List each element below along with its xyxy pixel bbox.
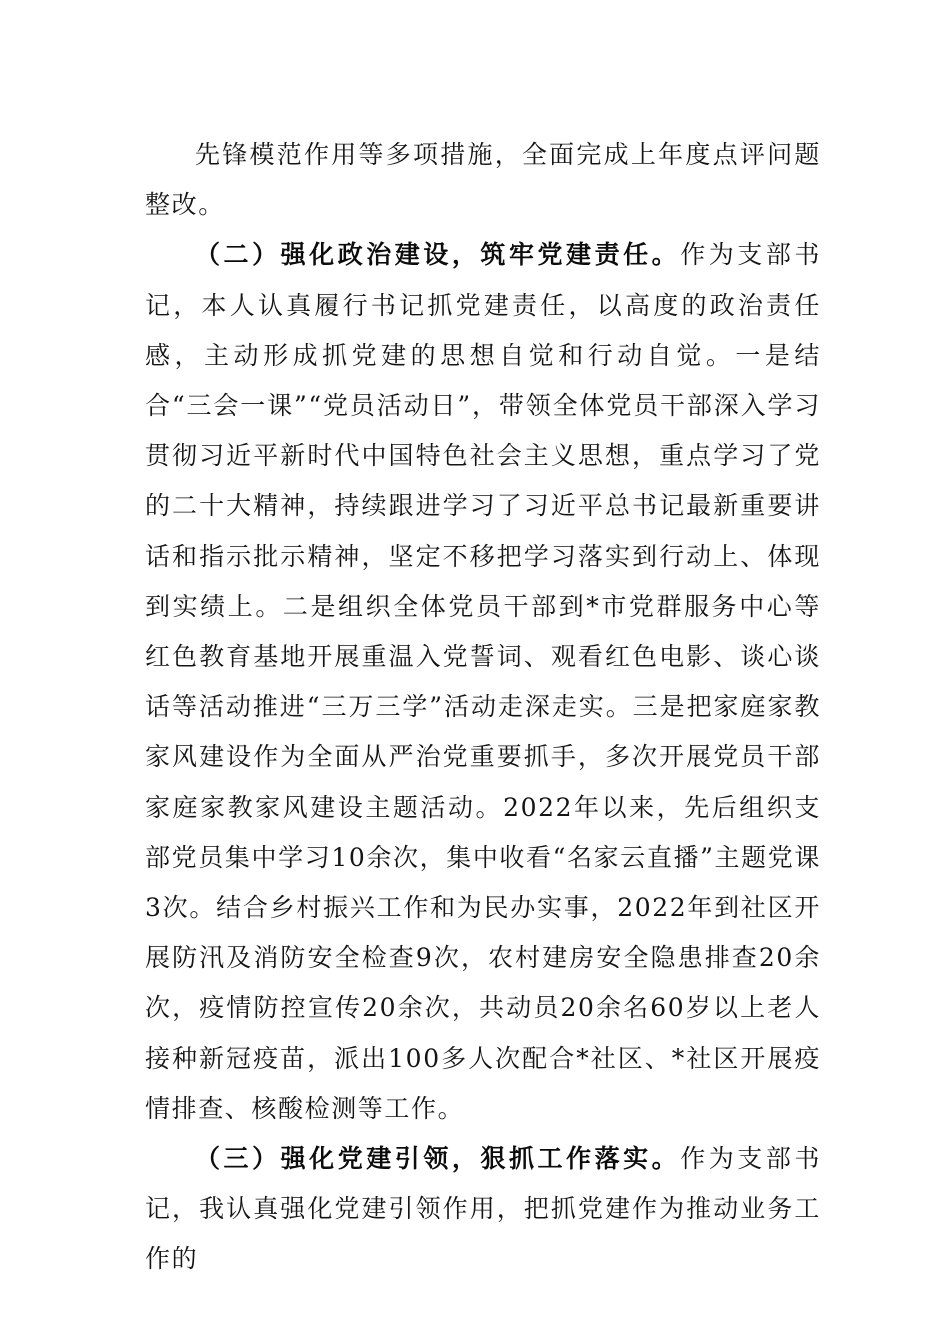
paragraph-continuation <box>145 130 821 230</box>
section-3-text: 作为支部书记，我认真强化党建引领作用，把抓党建作为推动业务工作的 <box>145 1144 821 1274</box>
section-2-heading: （二）强化政治建设，筑牢党建责任。 <box>195 240 681 270</box>
document-body <box>145 130 821 1285</box>
section-3-heading: （三）强化党建引领，狠抓工作落实。 <box>195 1144 681 1174</box>
paragraph-1-text: 先锋模范作用等多项措施，全面完成上年度点评问题整改。 <box>145 140 821 220</box>
paragraph-section-2 <box>145 230 821 1134</box>
section-2-text: 作为支部书记，本人认真履行书记抓党建责任，以高度的政治责任感，主动形成抓党建的思想自觉和行动自觉。一是结合“三会一课”“党员活动日”，带领全体党员干部深入学习贯彻习近平新时代中国特色社会主义思想，重点学习了党的二十大精神，持续跟进学习了习近平总书记最新重要讲话和指示批示精神，坚定不移把学习落实到行动上、体现到实绩上。二是组织全体党员干部到*市党群服务中心等红色教育基地开展重温入党誓词、观看红色电影、谈心谈话等活动推进“三万三学”活动走深走实。三是把家庭家教家风建设作为全面从严治党重要抓手，多次开展党员干部家庭家教家风建设主题活动。2022年以来，先后组织支部党员集中学习10余次，集中收看“名家云直播”主题党课3次。结合乡村振兴工作和为民办实事，2022年到社区开展防汛及消防安全检查9次，农村建房安全隐患排查20余次，疫情防控宣传20余次，共动员20余名60岁以上老人接种新冠疫苗，派出100多人次配合*社区、*社区开展疫情排查、核酸检测等工作。 <box>145 240 821 1123</box>
paragraph-section-3 <box>145 1134 821 1285</box>
